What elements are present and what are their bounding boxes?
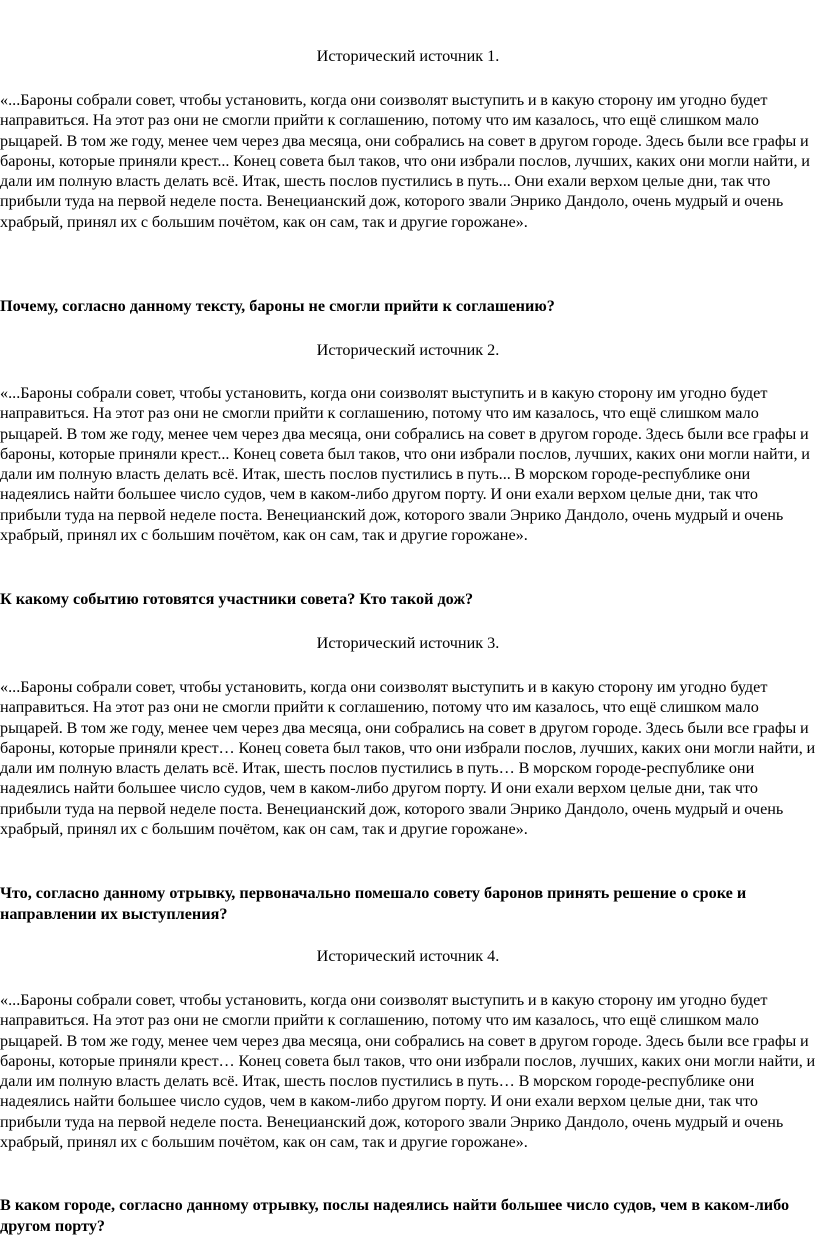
source-heading: Исторический источник 4. — [316, 947, 500, 965]
source-heading: Исторический источник 3. — [316, 634, 500, 652]
source-heading: Исторический источник 2. — [316, 341, 500, 359]
source-text: «...Бароны собрали совет, чтобы установить, когда они соизволят выступить и в какую сторону им угодно будет направиться. На этот раз они не смогли прийти к соглашению, потому что им казалось, что ещё слишком мало рыцарей. В том же году, менее чем через два месяца, они собрались на совет в другом городе. Здесь были все графы и бароны, которые приняли крест... Конец совета был таков, что они избрали послов, лучших, каких они могли найти, и дали им полную власть делать всё. Итак, шесть послов пустились в путь... В морском городе-республике они надеялись найти большее число судов, чем в каком-либо другом порту. И они ехали верхом целые дни, так что прибыли туда на первой неделе поста. Венецианский дож, которого звали Энрико Дандоло, очень мудрый и очень храбрый, принял их с большим почётом, как он сам, так и другие горожане». — [0, 384, 810, 545]
source-question: Что, согласно данному отрывку, первоначально помешало совету баронов принять решение о сроке и направлении их выступления? — [0, 884, 747, 923]
source-text: «...Бароны собрали совет, чтобы установить, когда они соизволят выступить и в какую сторону им угодно будет направиться. На этот раз они не смогли прийти к соглашению, потому что им казалось, что ещё слишком мало рыцарей. В том же году, менее чем через два месяца, они собрались на совет в другом городе. Здесь были все графы и бароны, которые приняли крест... Конец совета был таков, что они избрали послов, лучших, каких они могли найти, и дали им полную власть делать всё. Итак, шесть послов пустились в путь... Они ехали верхом целые дни, так что прибыли туда на первой неделе поста. Венецианский дож, которого звали Энрико Дандоло, очень мудрый и очень храбрый, принял их с большим почётом, как он сам, так и другие горожане». — [0, 91, 810, 231]
source-heading: Исторический источник 1. — [316, 47, 500, 65]
source-text: «...Бароны собрали совет, чтобы установить, когда они соизволят выступить и в какую сторону им угодно будет направиться. На этот раз они не смогли прийти к соглашению, потому что им казалось, что ещё слишком мало рыцарей. В том же году, менее чем через два месяца, они собрались на совет в другом городе. Здесь были все графы и бароны, которые приняли крест… Конец совета был таков, что они избрали послов, лучших, каких они могли найти, и дали им полную власть делать всё. Итак, шесть послов пустились в путь… В морском городе-республике они надеялись найти большее число судов, чем в каком-либо другом порту. И они ехали верхом целые дни, так что прибыли туда на первой неделе поста. Венецианский дож, которого звали Энрико Дандоло, очень мудрый и очень храбрый, принял их с большим почётом, как он сам, так и другие горожане». — [0, 678, 816, 839]
source-question: Почему, согласно данному тексту, бароны не смогли прийти к соглашению? — [0, 297, 555, 315]
source-text: «...Бароны собрали совет, чтобы установить, когда они соизволят выступить и в какую сторону им угодно будет направиться. На этот раз они не смогли прийти к соглашению, потому что им казалось, что ещё слишком мало рыцарей. В том же году, менее чем через два месяца, они собрались на совет в другом городе. Здесь были все графы и бароны, которые приняли крест… Конец совета был таков, что они избрали послов, лучших, каких они могли найти, и дали им полную власть делать всё. Итак, шесть послов пустились в путь… В морском городе-республике они надеялись найти большее число судов, чем в каком-либо другом порту. И они ехали верхом целые дни, так что прибыли туда на первой неделе поста. Венецианский дож, которого звали Энрико Дандоло, очень мудрый и очень храбрый, принял их с большим почётом, как он сам, так и другие горожане». — [0, 991, 816, 1152]
source-question: В каком городе, согласно данному отрывку, послы надеялись найти большее число судов, чем в каком-либо другом порту? — [0, 1196, 790, 1235]
source-question: К какому событию готовятся участники совета? Кто такой дож? — [0, 590, 474, 608]
